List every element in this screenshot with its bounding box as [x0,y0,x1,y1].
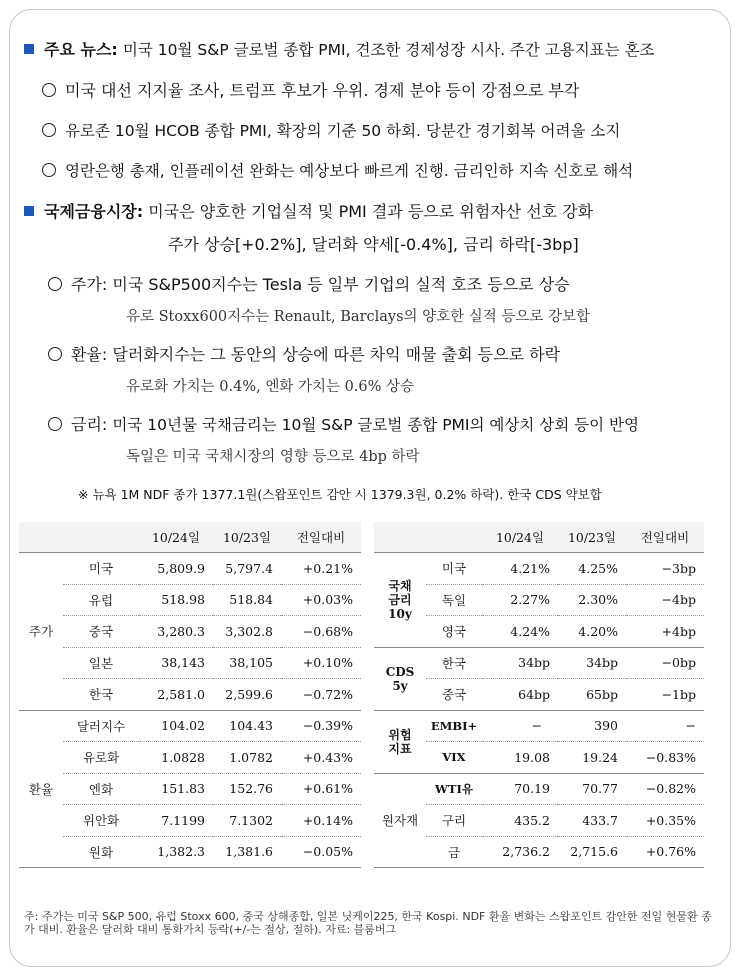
market-summary-line [24,201,593,223]
value-prev: 38,105 [213,647,281,679]
value-today: 1,382.3 [139,836,213,868]
value-today: 2,736.2 [482,836,558,868]
value-prev: 2,599.6 [213,679,281,711]
market-item-rates-sub: 독일은 미국 국채시장의 영향 등으로 4bp 하락 [126,449,420,465]
item-label: 주가: [71,275,108,294]
row-label: 유럽 [63,584,139,616]
blue-square-bullet-icon [24,206,34,216]
news-item [42,120,620,142]
value-change: −3bp [626,553,704,585]
row-label: 미국 [426,553,482,585]
market-summary: 미국은 양호한 기업실적 및 PMI 결과 등으로 위험자산 선호 강화 [148,202,594,221]
value-prev: 70.77 [558,773,626,805]
value-prev: 34bp [558,647,626,679]
market-item-stock-sub: 유로 Stoxx600지수는 Renault, Barclays의 양호한 실적 등으로 강보합 [126,309,591,325]
value-prev: 4.25% [558,553,626,585]
market-item-stock [48,274,570,296]
col-header-prev: 10/23일 [558,522,626,553]
news-item [42,160,633,182]
value-change: −0.83% [626,742,704,774]
value-prev: 65bp [558,679,626,711]
value-today: 3,280.3 [139,616,213,648]
value-prev: 152.76 [213,773,281,805]
value-change: +0.03% [281,584,361,616]
row-label: EMBI+ [426,710,482,742]
item-main: 달러화지수는 그 동안의 상승에 따른 차익 매물 출회 등으로 하락 [112,345,561,364]
market-heading: 국제금융시장: [44,202,144,221]
value-today: 34bp [482,647,558,679]
value-change: −0.39% [281,710,361,742]
value-today: 435.2 [482,805,558,837]
table-header-row [19,522,361,553]
value-change: +0.43% [281,742,361,774]
value-today: 4.24% [482,616,558,648]
value-change: −0.68% [281,616,361,648]
row-label: 금 [426,836,482,868]
value-prev: 19.24 [558,742,626,774]
row-label: 중국 [63,616,139,648]
row-label: 위안화 [63,805,139,837]
market-item-fx-sub: 유로화 가치는 0.4%, 엔화 가치는 0.6% 상승 [126,379,415,395]
blue-square-bullet-icon [24,44,34,54]
value-today: 19.08 [482,742,558,774]
circle-bullet-icon [42,123,56,137]
value-today: 38,143 [139,647,213,679]
value-change: −1bp [626,679,704,711]
col-header-today: 10/24일 [139,522,213,553]
value-prev: 390 [558,710,626,742]
row-label: 유로화 [63,742,139,774]
circle-bullet-icon [42,83,56,97]
footnote: 주: 주가는 미국 S&P 500, 유럽 Stoxx 600, 중국 상해종합, 일본 닛케이225, 한국 Kospi. NDF 환율 변화는 스왑포인트 감안한 전일 현물환 종가 대비. 환율은 달러화 대비 통화가치 등락(+/-는 절상, 절하). 자료: 블룸버그 [24,910,712,936]
value-prev: 2,715.6 [558,836,626,868]
value-today: 1.0828 [139,742,213,774]
value-prev: 1,381.6 [213,836,281,868]
market-item-rates [48,414,639,436]
value-change: +0.10% [281,647,361,679]
value-prev: 2.30% [558,584,626,616]
row-label: 일본 [63,647,139,679]
market-summary-line2: 주가 상승[+0.2%], 달러화 약세[-0.4%], 금리 하락[-3bp] [168,235,579,254]
value-today: 4.21% [482,553,558,585]
row-label: 엔화 [63,773,139,805]
news-item [42,80,579,102]
row-label: 미국 [63,553,139,585]
circle-bullet-icon [48,417,62,431]
market-item-fx [48,344,560,366]
news-headline: 미국 10월 S&P 글로벌 종합 PMI, 견조한 경제성장 시사. 주간 고용지표는 혼조 [122,41,655,59]
value-change: +0.76% [626,836,704,868]
group-label: 국채 금리 10y [374,553,426,648]
news-headline-line [24,39,655,61]
value-today: 104.02 [139,710,213,742]
item-main: 미국 S&P500지수는 Tesla 등 일부 기업의 실적 호조 등으로 상승 [112,275,570,294]
value-today: − [482,710,558,742]
row-label: 한국 [63,679,139,711]
row-label: 한국 [426,647,482,679]
group-label: 원자재 [374,773,426,868]
value-prev: 5,797.4 [213,553,281,585]
circle-bullet-icon [42,163,56,177]
value-today: 70.19 [482,773,558,805]
item-label: 금리: [71,415,108,434]
value-today: 7.1199 [139,805,213,837]
value-prev: 518.84 [213,584,281,616]
value-change: +0.14% [281,805,361,837]
circle-bullet-icon [48,347,62,361]
value-today: 2,581.0 [139,679,213,711]
value-prev: 433.7 [558,805,626,837]
value-change: − [626,710,704,742]
value-today: 518.98 [139,584,213,616]
col-header-prev: 10/23일 [213,522,281,553]
right-market-table [374,522,704,868]
group-label: 위험 지표 [374,710,426,773]
row-label: WTI유 [426,773,482,805]
left-market-table [19,522,361,868]
group-label: 주가 [19,553,63,711]
group-label: 환율 [19,710,63,868]
value-change: +0.21% [281,553,361,585]
value-change: +0.61% [281,773,361,805]
news-item-text: 영란은행 총재, 인플레이션 완화는 예상보다 빠르게 진행. 금리인하 지속 신호로 해석 [65,162,634,180]
value-change: −0.05% [281,836,361,868]
value-change: +4bp [626,616,704,648]
value-prev: 4.20% [558,616,626,648]
news-item-text: 미국 대선 지지율 조사, 트럼프 후보가 우위. 경제 분야 등이 강점으로 부각 [65,81,580,100]
news-item-text: 유로존 10월 HCOB 종합 PMI, 확장의 기준 50 하회. 당분간 경기회복 어려울 소지 [65,122,621,140]
value-prev: 104.43 [213,710,281,742]
item-label: 환율: [71,345,108,364]
row-label: 달러지수 [63,710,139,742]
col-header-change: 전일대비 [281,522,361,553]
ndf-note: ※ 뉴욕 1M NDF 종가 1377.1원(스왑포인트 감안 시 1379.3원, 0.2% 하락). 한국 CDS 약보합 [78,487,602,502]
row-label: VIX [426,742,482,774]
value-change: −0.82% [626,773,704,805]
row-label: 중국 [426,679,482,711]
group-label: CDS 5y [374,647,426,710]
value-prev: 7.1302 [213,805,281,837]
value-change: +0.35% [626,805,704,837]
row-label: 구리 [426,805,482,837]
value-change: −0.72% [281,679,361,711]
row-label: 영국 [426,616,482,648]
value-change: −0bp [626,647,704,679]
value-prev: 1.0782 [213,742,281,774]
news-heading: 주요 뉴스: [44,40,118,59]
item-main: 미국 10년물 국채금리는 10월 S&P 글로벌 종합 PMI의 예상치 상회 등이 반영 [112,416,639,434]
row-label: 독일 [426,584,482,616]
value-change: −4bp [626,584,704,616]
circle-bullet-icon [48,277,62,291]
value-today: 5,809.9 [139,553,213,585]
col-header-today: 10/24일 [482,522,558,553]
row-label: 원화 [63,836,139,868]
table-header-row [374,522,704,553]
value-prev: 3,302.8 [213,616,281,648]
value-today: 2.27% [482,584,558,616]
col-header-change: 전일대비 [626,522,704,553]
value-today: 64bp [482,679,558,711]
value-today: 151.83 [139,773,213,805]
